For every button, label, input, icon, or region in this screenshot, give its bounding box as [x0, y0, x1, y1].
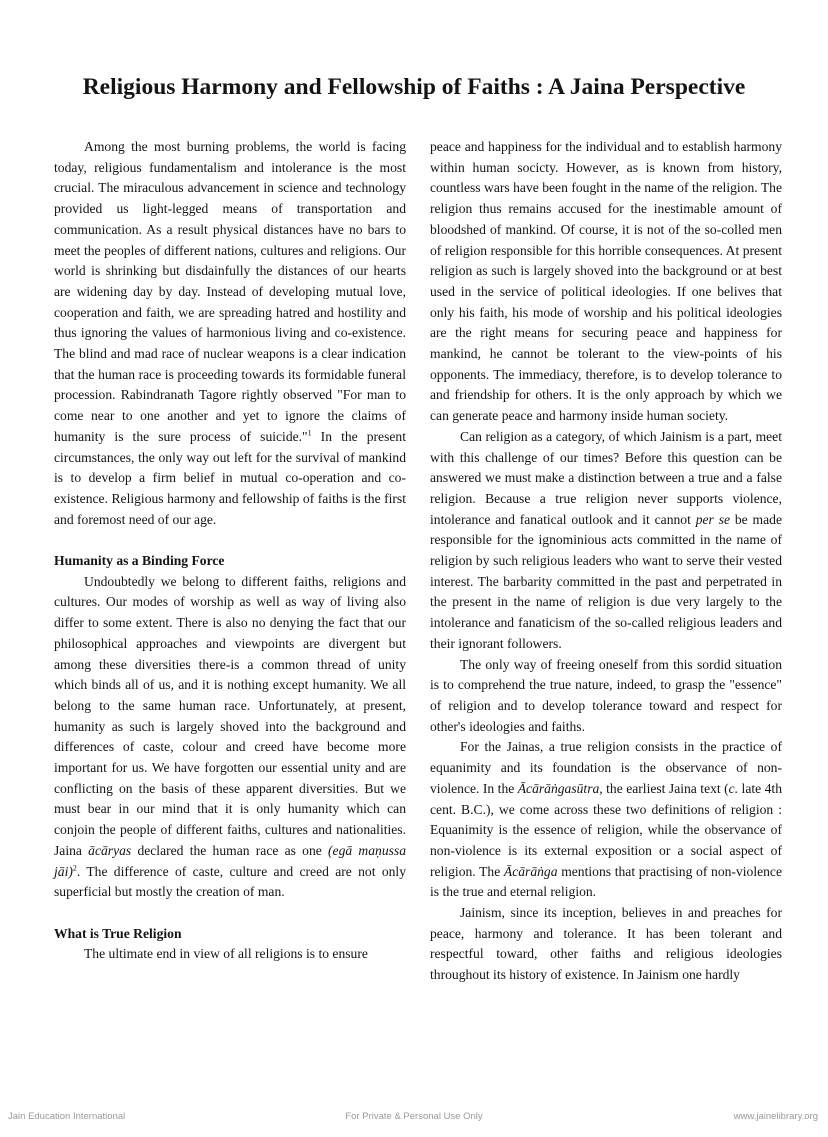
paragraph: The ultimate end in view of all religions is to ensure: [84, 946, 368, 962]
footer-website-link[interactable]: www.jainelibrary.org: [733, 1111, 818, 1122]
paragraph: Jainism, since its inception, believes in and preaches for peace, harmony and tolerance. It has been tolerant and respectful toward, other faiths and religious ideologies throughout its history of existence. In Jainism one hardly: [430, 905, 782, 983]
paragraph: The only way of freeing oneself from this sordid situation is to comprehend the true nature, indeed, to grasp the "essence" of religion and to develop tolerance toward and respect for other's ideologies and faiths.: [430, 656, 782, 734]
section-heading: What is True Religion: [54, 925, 182, 941]
paragraph: For the Jainas, a true religion consists in the practice of equanimity and its foundation is the observance of non-violence. In the Ācārāṅgasūtra, the earliest Jaina text (c. late 4th cent. B.C.), we come across these two definitions of religion : Equanimity is the essence of religion, while the observance of non-violence is its external exposition or a social aspect of religion. The Ācārāṅga mentions that practising of non-violence is the true and eternal religion.: [430, 739, 782, 900]
article-title: Religious Harmony and Fellowship of Faiths : A Jaina Perspective: [82, 73, 746, 100]
footer-publisher: Jain Education International: [8, 1111, 126, 1122]
section-heading: Humanity as a Binding Force: [54, 553, 225, 569]
footnote-marker: 1: [307, 428, 312, 438]
footnote-marker: 2: [72, 863, 77, 873]
paragraph: Undoubtedly we belong to different faiths, religions and cultures. Our modes of worship as well as way of living also differ to some extent. There is also no denying the fact that our philosophical approaches and viewpoints are divergent but among these diversities there-is a common thread of unity which binds all of us, and it is nothing except humanity. We all belong to the same human race. Unfortunately, at present, humanity as such is largely shoved into the background and differences of caste, colour and creed have become more important for us. We have forgotten our essential unity and are conflicting on the basis of these apparent diversities. But we must bear in our mind that it is only humanity which can conjoin the people of different faiths, cultures and nationalities. Jaina ācāryas declared the human race as one (egā maṇussa jāi)$^2$. The difference of caste, culture and creed are not only superficial but mostly the creation of man.: [54, 573, 406, 900]
footer-usage-note: For Private & Personal Use Only: [345, 1111, 483, 1122]
left-column: [54, 137, 406, 965]
right-column: [430, 137, 782, 986]
paragraph: peace and happiness for the individual and to establish harmony within human socicty. However, as is known from history, countless wars have been fought in the name of the religion. The religion thus remains accused for the inestimable amount of bloodshed of mankind. Of course, it is not of the so-colled men of religion responsible for this horrible consequences. At present religion as such is largely shoved into the background or at best used in the service of political ideologies. If one belives that only his faith, his mode of worship and his political ideologies are the right means for securing peace and happiness for mankind, he cannot be tolerant to the view-points of his opponents. The immediacy, therefore, is to develop tolerance to and friendship for others. It is the only approach by which we can generate peace and harmony inside human society.: [430, 139, 782, 424]
paragraph: Can religion as a category, of which Jainism is a part, meet with this challenge of our times? Before this question can be answered we must make a distinction between a true and a false religion. Because a true religion never supports violence, intolerance and fanatical outlook and it cannot per se be made responsible for the ignominious acts committed in the name of religion by such religious leaders who want to serve their vested interest. The barbarity committed in the past and perpetrated in the present in the name of religion is due very largely to the intolerance and fanaticism of the so-called religious leaders and their ignorant followers.: [430, 428, 782, 651]
paragraph: Among the most burning problems, the world is facing today, religious fundamentalism and intolerance is the most crucial. The miraculous advancement in science and technology provided us light-legged means of transportation and communication. As a result physical distances have no bars to meet the peoples of different nations, cultures and religions. Our world is shrinking but disdainfully the distances of our hearts are widening day by day. Instead of developing mutual love, cooperation and faith, we are spreading hatred and hostility and thus ignoring the values of harmonious living and co-existence. The blind and mad race of nuclear weapons is a clear indication that the human race is proceeding towards its formidable funeral procession. Rabindranath Tagore rightly observed "For man to come near to one another and yet to ignore the claims of humanity is the sure process of suicide."$^1$ In the present circumstances, the only way out left for the survival of mankind is to develop a firm belief in mutual co-operation and co-existence. Religious harmony and fellowship of faiths is the first and foremost need of our age.: [54, 139, 406, 527]
